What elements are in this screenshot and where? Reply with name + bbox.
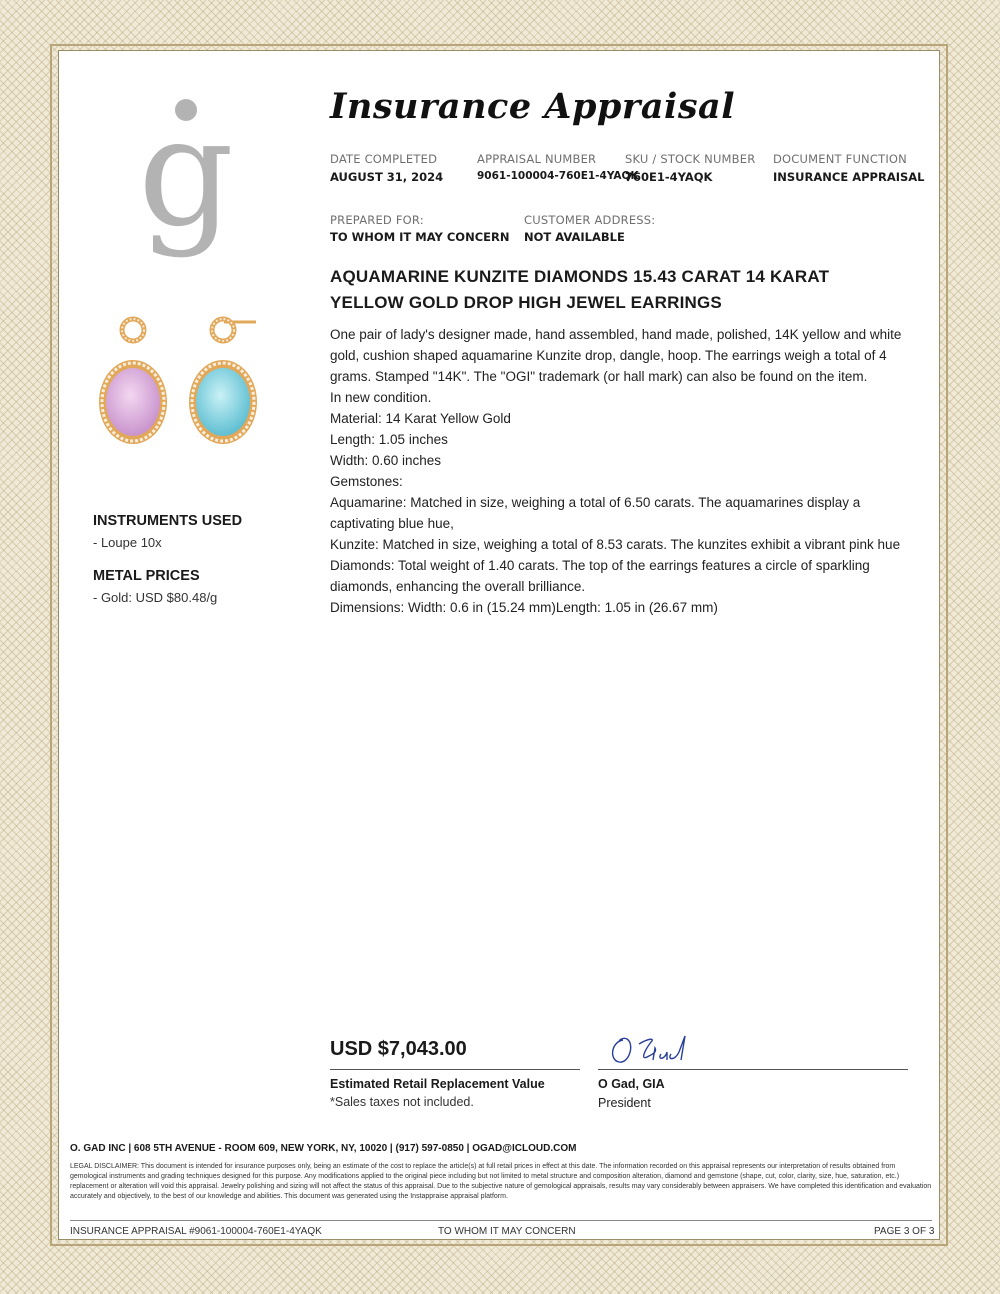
- metal-prices-heading: METAL PRICES: [93, 568, 200, 584]
- description-line: Kunzite: Matched in size, weighing a total of 8.53 carats. The kunzites exhibit a vibrant pink hue: [330, 537, 901, 552]
- sku-label: SKU / STOCK NUMBER: [625, 152, 756, 166]
- date-completed-value: AUGUST 31, 2024: [330, 170, 444, 184]
- product-title-line: YELLOW GOLD DROP HIGH JEWEL EARRINGS: [330, 293, 722, 312]
- product-description: [330, 324, 905, 618]
- logo-icon: [136, 96, 236, 271]
- document-function-value: INSURANCE APPRAISAL: [773, 170, 925, 184]
- instruments-item: - Loupe 10x: [93, 535, 162, 550]
- earrings-photo: [90, 312, 270, 462]
- signature-icon: [605, 1030, 705, 1070]
- appraisal-number-label: APPRAISAL NUMBER: [477, 152, 597, 166]
- description-line: Material: 14 Karat Yellow Gold: [330, 411, 511, 426]
- kunzite-earring: [99, 319, 167, 444]
- product-title-line: AQUAMARINE KUNZITE DIAMONDS 15.43 CARAT 14 KARAT: [330, 267, 830, 286]
- description-line: Gemstones:: [330, 474, 403, 489]
- page-number: PAGE 3 OF 3: [874, 1226, 935, 1237]
- footer-appraisal-id: INSURANCE APPRAISAL #9061-100004-760E1-4YAQK: [70, 1226, 322, 1237]
- logo-letter: g: [137, 96, 235, 260]
- description-line: Dimensions: Width: 0.6 in (15.24 mm)Length: 1.05 in (26.67 mm): [330, 600, 718, 615]
- description-line: Length: 1.05 inches: [330, 432, 448, 447]
- description-line: In new condition.: [330, 390, 432, 405]
- appraised-value: USD $7,043.00: [330, 1038, 467, 1060]
- legal-disclaimer: LEGAL DISCLAIMER: This document is intended for insurance purposes only, being an estimate of the cost to replace the article(s) at full retail prices in effect at this date. The information recorded on this appraisal represents our interpretation of results obtained from gemological instruments and grading techniques designed for this purpose. Any modifications applied to the original piece including but not limited to metal structure and composition alteration, diamond and gemstone (shape, cut, color, clarity, size, hue, saturation, etc.) replacement or alteration will void this appraisal. Jewelry polishing and sizing will not affect the status of this appraisal. Due to the subjective nature of gemological appraisals, results may vary considerably between appraisers. We have completed this identification and evaluation accurately and objectively, to the best of our knowledge and abilities. This document was generated using the Instappraise appraisal platform.: [70, 1163, 932, 1200]
- aquamarine-earring: [189, 319, 257, 444]
- signer-name: O Gad, GIA: [598, 1077, 665, 1091]
- instruments-heading: INSTRUMENTS USED: [93, 513, 243, 529]
- footer-rule: [70, 1220, 932, 1221]
- value-label: Estimated Retail Replacement Value: [330, 1077, 545, 1091]
- description-line: Diamonds: Total weight of 1.40 carats. The top of the earrings features a circle of sparkling: [330, 558, 870, 573]
- description-line: grams. Stamped "14K". The "OGI" trademark (or hall mark) can also be found on the item.: [330, 369, 868, 384]
- description-line: captivating blue hue,: [330, 516, 454, 531]
- customer-address-label: CUSTOMER ADDRESS:: [524, 213, 656, 227]
- description-line: diamonds, enhancing the overall brilliance.: [330, 579, 586, 594]
- description-line: One pair of lady's designer made, hand assembled, hand made, polished, 14K yellow and white: [330, 327, 902, 342]
- appraisal-number-value: 9061-100004-760E1-4YAQK: [477, 170, 639, 182]
- description-line: Aquamarine: Matched in size, weighing a total of 6.50 carats. The aquamarines display a: [330, 495, 861, 510]
- sku-value: 760E1-4YAQK: [625, 170, 713, 184]
- instruments-section: [93, 513, 293, 550]
- description-line: Width: 0.60 inches: [330, 453, 442, 468]
- tax-note: *Sales taxes not included.: [330, 1095, 474, 1109]
- metal-prices-item: - Gold: USD $80.48/g: [93, 590, 218, 605]
- signer-role: President: [598, 1096, 651, 1110]
- document-function-label: DOCUMENT FUNCTION: [773, 152, 907, 166]
- customer-address-value: NOT AVAILABLE: [524, 230, 625, 244]
- company-address: O. GAD INC | 608 5TH AVENUE - ROOM 609, NEW YORK, NY, 10020 | (917) 597-0850 | OGAD@ICLOUD.COM: [70, 1143, 577, 1154]
- prepared-for-value: TO WHOM IT MAY CONCERN: [330, 230, 510, 244]
- date-completed-label: DATE COMPLETED: [330, 152, 438, 166]
- product-title: [330, 264, 890, 316]
- prepared-for-label: PREPARED FOR:: [330, 213, 424, 227]
- footer-recipient: TO WHOM IT MAY CONCERN: [438, 1226, 576, 1237]
- document-title: Insurance Appraisal: [330, 86, 735, 127]
- value-rule: [330, 1069, 580, 1070]
- metal-prices-section: [93, 568, 293, 605]
- signature-rule: [598, 1069, 908, 1070]
- description-line: gold, cushion shaped aquamarine Kunzite drop, dangle, hoop. The earrings weigh a total of 4: [330, 348, 887, 363]
